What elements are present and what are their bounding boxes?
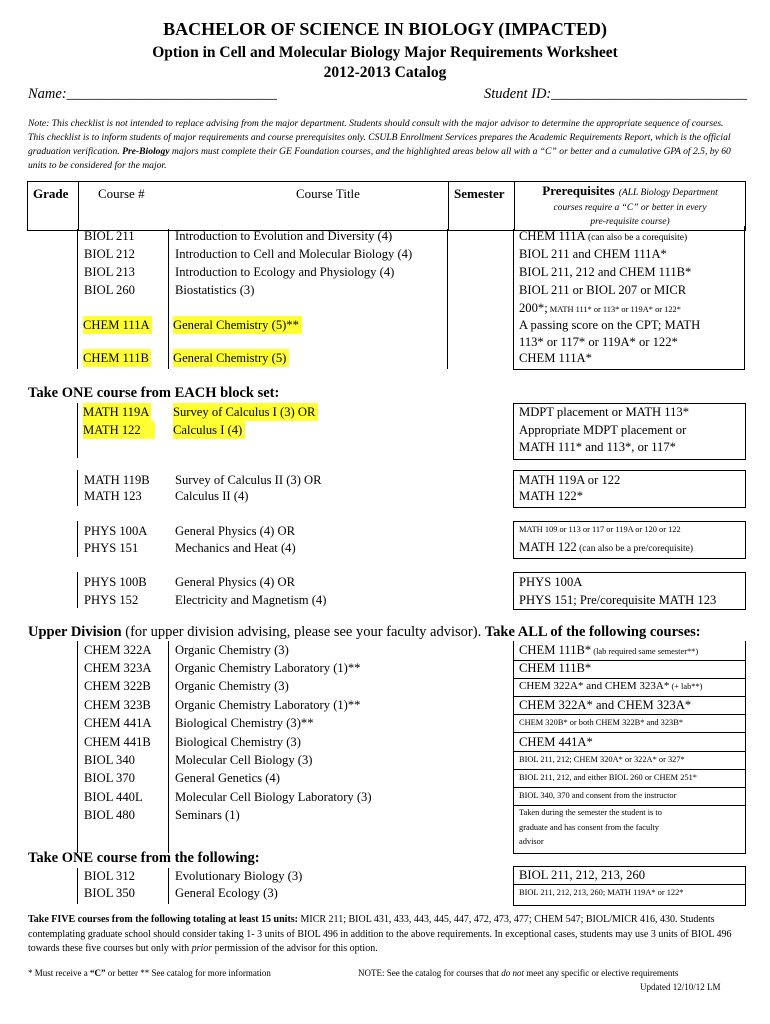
student-id-field[interactable]: Student ID:___________________________: [484, 86, 747, 102]
course-number: BIOL 480: [84, 808, 135, 822]
upper-heading-text: (for upper division advising, please see your faculty advisor).: [121, 624, 485, 640]
prereq: Appropriate MDPT placement or: [519, 423, 687, 437]
footnote-must: [28, 966, 271, 981]
course-number: BIOL 211: [84, 229, 135, 243]
prereq-note-1: (ALL Biology Department: [618, 188, 718, 198]
course-title: Introduction to Evolution and Diversity (4): [175, 229, 393, 243]
course-title: Introduction to Cell and Molecular Biology (4): [175, 247, 413, 261]
course-number: BIOL 212: [84, 247, 135, 261]
course-number: CHEM 441A: [84, 716, 152, 730]
grade-column-line: [77, 403, 78, 458]
title-header: Course Title: [296, 186, 360, 201]
advising-note: [28, 117, 742, 173]
page-subtitle: Option in Cell and Molecular Biology Major Requirements Worksheet: [152, 44, 618, 61]
prereq: BIOL 211, 212; CHEM 320A* or 322A* or 327*: [519, 755, 685, 764]
course-title: Organic Chemistry Laboratory (1)**: [175, 661, 361, 675]
course-title: Introduction to Ecology and Physiology (4): [175, 265, 395, 279]
prereq-small: (+ lab**): [669, 682, 703, 691]
five-courses-text: MICR 211; BIOL 431, 433, 443, 445, 447, 472, 473, 477; CHEM 547; BIOL/MICR 416, 430. Students contemplating graduate school should consider taking 1- 3 units of BIOL 496 in addition to the above requirements. In exceptional cases, students may use 3 units of BIOL 496 towards these five courses but only with: [28, 914, 732, 954]
course-number-highlighted: MATH 119A: [83, 405, 150, 419]
course-title: Electricity and Magnetism (4): [175, 593, 327, 607]
footnote-text: * Must receive a: [28, 968, 90, 978]
prereq: BIOL 211, 212, 213, 260; MATH 119A* or 122*: [519, 888, 684, 897]
course-title: General Physics (4) OR: [175, 524, 295, 538]
course-number-highlighted: MATH 122: [83, 421, 155, 439]
course-title: General Physics (4) OR: [175, 575, 295, 589]
prereq: CHEM 111B*: [519, 661, 592, 675]
course-number: BIOL 370: [84, 771, 135, 785]
prereq: A passing score on the CPT; MATH: [519, 318, 701, 332]
upper-division-heading: [28, 624, 701, 641]
note-text-end: majors must complete their GE Foundation courses, and the highlighted areas below all with a “C” or better and a cumulative GPA of 2.5, by 60 units to be considered for the major.: [28, 146, 731, 171]
course-number: CHEM 441B: [84, 735, 151, 749]
course-header-cell: [78, 182, 480, 230]
course-number: BIOL 350: [84, 886, 135, 900]
prereq: CHEM 441A*: [519, 735, 593, 749]
course-title: Evolutionary Biology (3): [175, 869, 303, 883]
course-title: Survey of Calculus II (3) OR: [175, 473, 322, 487]
prereq: [519, 227, 687, 245]
course-header: Course #: [98, 186, 145, 201]
course-title: Mechanics and Heat (4): [175, 541, 296, 555]
grade-column-line: [77, 229, 78, 369]
course-column-line: [168, 229, 169, 369]
course-title: General Genetics (4): [175, 771, 280, 785]
note-text: Note: This checklist is not intended to replace advising from the major department. Students should consult with the major advisor to determine the appropriate sequence of courses. This checklist is to inform students of major requirements and course prerequisites only. CSULB Enrollment Services prepares the Academic Requirements Report, which is the official graduation verification.: [28, 118, 731, 157]
prereq-small: (can also be a corequisite): [585, 233, 688, 243]
footnote-text-end: or better ** See catalog for more information: [105, 968, 271, 978]
prereq: PHYS 100A: [519, 575, 583, 589]
course-title: Molecular Cell Biology (3): [175, 753, 313, 767]
footnote-grade: “C”: [89, 968, 106, 978]
prereq-text: 200*;: [519, 301, 548, 315]
course-number: BIOL 340: [84, 753, 135, 767]
name-field[interactable]: Name:_____________________________: [28, 86, 277, 102]
prereq-small: (lab required same semester**): [591, 647, 699, 656]
course-title: Calculus II (4): [175, 489, 249, 503]
upper-heading-bold-2: Take ALL of the following courses:: [484, 624, 701, 640]
course-title: Seminars (1): [175, 808, 240, 822]
grade-header-cell: [28, 182, 79, 230]
prereq-small: MATH 111* or 113* or 119A* or 122*: [547, 305, 681, 314]
course-number: BIOL 213: [84, 265, 135, 279]
prereq-text: MATH 122: [519, 540, 577, 554]
course-number-highlighted: CHEM 111B: [83, 351, 149, 365]
five-courses-end: permission of the advisor for this option.: [212, 943, 378, 954]
grade-header: Grade: [33, 186, 69, 201]
course-column-line: [168, 868, 169, 904]
course-title: Biological Chemistry (3): [175, 735, 301, 749]
header-divider: [448, 182, 449, 230]
prereq-text: CHEM 322A* and CHEM 323A*: [519, 680, 670, 692]
grade-column-line: [77, 572, 78, 608]
prereq: CHEM 320B* or both CHEM 322B* and 323B*: [519, 718, 684, 727]
course-number: BIOL 440L: [84, 790, 143, 804]
prereq: [519, 538, 693, 556]
course-title: Biological Chemistry (3)**: [175, 716, 314, 730]
note-post: meet any specific or elective requirements: [523, 968, 679, 978]
prereq: Taken during the semester the student is to: [519, 808, 662, 817]
course-title: General Ecology (3): [175, 886, 278, 900]
prereq: BIOL 211, 212, 213, 260: [519, 868, 646, 882]
grade-column-line: [77, 521, 78, 557]
prereq: BIOL 211, 212, and either BIOL 260 or CHEM 251*: [519, 773, 697, 782]
note-bold-text: Pre-Biology: [122, 146, 170, 157]
course-number: PHYS 152: [84, 593, 139, 607]
course-number: PHYS 100A: [84, 524, 148, 538]
semester-header: Semester: [454, 186, 505, 201]
course-number: CHEM 323B: [84, 698, 151, 712]
grade-column-line: [77, 641, 78, 853]
course-title-highlighted: General Chemistry (5): [173, 349, 289, 367]
take-one-heading: Take ONE course from the following:: [28, 850, 260, 866]
course-title: Organic Chemistry (3): [175, 643, 289, 657]
footnote-note: [358, 966, 678, 981]
table-header: [27, 181, 746, 231]
prereq: MATH 111* and 113*, or 117*: [519, 440, 676, 454]
prereq: PHYS 151; Pre/corequisite MATH 123: [519, 593, 717, 607]
course-number: BIOL 260: [84, 283, 135, 297]
prereq-small: (can also be a pre/corequisite): [576, 544, 694, 554]
course-number: MATH 119B: [84, 473, 150, 487]
course-title: Organic Chemistry Laboratory (1)**: [175, 698, 361, 712]
prereq: MATH 119A or 122: [519, 473, 621, 487]
prereq: MDPT placement or MATH 113*: [519, 405, 689, 419]
prereq: CHEM 111A*: [519, 351, 592, 365]
prereq: MATH 122*: [519, 489, 584, 503]
five-courses-bold: Take FIVE courses from the following totaling at least 15 units:: [28, 914, 298, 925]
prereq-cont: [519, 299, 681, 317]
course-number: PHYS 100B: [84, 575, 147, 589]
prereq: CHEM 322A* and CHEM 323A*: [519, 698, 692, 712]
block-heading: Take ONE course from EACH block set:: [28, 385, 280, 401]
course-number-highlighted: CHEM 111A: [83, 318, 150, 332]
five-courses-paragraph: [28, 913, 742, 957]
note-pre: NOTE: See the catalog for courses that: [358, 968, 502, 978]
course-title: Biostatistics (3): [175, 283, 255, 297]
prereq-note-2: courses require a “C” or better in every: [553, 202, 707, 213]
prereq: [519, 641, 698, 659]
course-title-highlighted: Survey of Calculus I (3) OR: [173, 403, 318, 421]
prereq: BIOL 211 or BIOL 207 or MICR: [519, 283, 687, 297]
prior-emphasis: prior: [191, 943, 213, 954]
prereq-cont: graduate and has consent from the faculty: [519, 823, 659, 832]
course-title-highlighted: Calculus I (4): [173, 421, 245, 439]
prereq-cont: 113* or 117* or 119A* or 122*: [519, 335, 678, 349]
course-number: CHEM 322A: [84, 643, 152, 657]
prereq-header: [515, 185, 745, 229]
course-number: CHEM 322B: [84, 679, 151, 693]
title-column-line: [447, 229, 448, 369]
upper-heading-bold: Upper Division: [28, 624, 122, 640]
prereq-text: CHEM 111A: [519, 229, 586, 243]
page-title: BACHELOR OF SCIENCE IN BIOLOGY (IMPACTED): [163, 19, 607, 39]
prereq: MATH 109 or 113 or 117 or 119A or 120 or 122: [519, 525, 681, 534]
note-emphasis: do not: [501, 968, 524, 978]
prereq: BIOL 211 and CHEM 111A*: [519, 247, 667, 261]
course-number: BIOL 312: [84, 869, 135, 883]
prereq-note-3: pre-requisite course): [590, 217, 670, 227]
prereq: [519, 677, 702, 695]
grade-column-line: [77, 868, 78, 904]
updated-stamp: Updated 12/10/12 LM: [640, 982, 721, 992]
grade-column-line: [77, 470, 78, 506]
prereq-text: CHEM 111B*: [519, 643, 592, 657]
course-number: CHEM 323A: [84, 661, 152, 675]
course-column-line: [168, 641, 169, 853]
course-number: MATH 123: [84, 489, 142, 503]
course-title: Organic Chemistry (3): [175, 679, 289, 693]
course-title: Molecular Cell Biology Laboratory (3): [175, 790, 372, 804]
prereq: BIOL 340, 370 and consent from the instructor: [519, 791, 677, 800]
prereq-header-label: Prerequisites: [542, 183, 615, 198]
catalog-year: 2012-2013 Catalog: [323, 64, 447, 81]
prereq: BIOL 211, 212 and CHEM 111B*: [519, 265, 692, 279]
course-title-highlighted: General Chemistry (5)**: [173, 316, 302, 334]
course-number: PHYS 151: [84, 541, 139, 555]
prereq-cont: advisor: [519, 837, 544, 846]
